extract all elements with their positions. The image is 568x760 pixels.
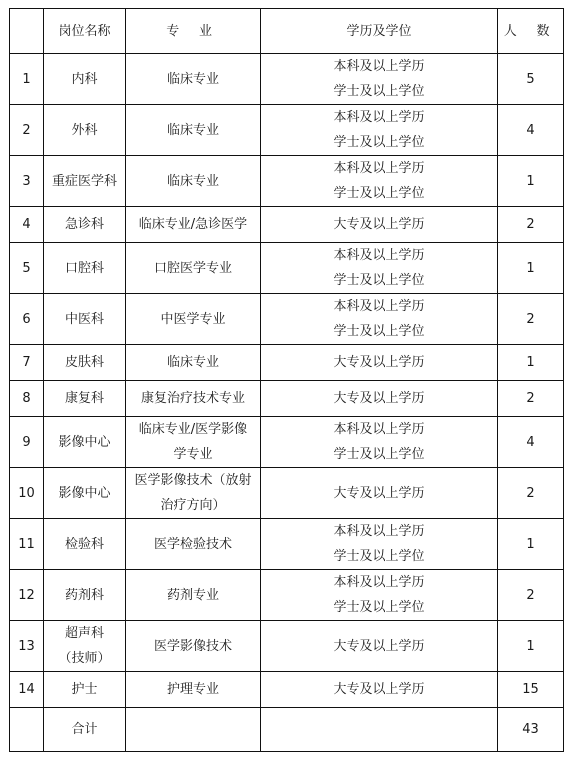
count-cell: 2 <box>498 381 564 417</box>
row-number: 2 <box>10 105 44 156</box>
row-number: 7 <box>10 345 44 381</box>
degree-cell <box>261 54 498 105</box>
row-number: 5 <box>10 243 44 294</box>
major-cell <box>126 519 261 570</box>
position-cell <box>44 621 126 672</box>
major-cell <box>126 156 261 207</box>
position-cell <box>44 417 126 468</box>
position-cell-line: 皮肤科 <box>64 355 104 370</box>
degree-cell-line: 学士及以上学位 <box>333 186 425 201</box>
row-number: 12 <box>10 570 44 621</box>
position-cell-line: 康复科 <box>64 391 104 406</box>
degree-cell <box>261 468 498 519</box>
degree-cell <box>261 621 498 672</box>
major-cell-line: 中医学专业 <box>160 311 226 327</box>
degree-cell <box>261 672 498 708</box>
major-cell-line: 临床专业 <box>166 355 219 370</box>
major-cell <box>126 672 261 708</box>
position-cell-line: 急诊科 <box>64 217 104 232</box>
major-cell-line: 医学影像技术（放射 <box>134 473 252 488</box>
major-cell-line: 临床专业 <box>166 173 219 189</box>
position-cell <box>44 54 126 105</box>
major-cell <box>126 294 261 345</box>
count-cell: 2 <box>498 468 564 519</box>
degree-cell <box>261 570 498 621</box>
major-cell-line: 临床专业 <box>166 122 219 138</box>
degree-cell <box>261 294 498 345</box>
total-label: 合计 <box>44 708 126 752</box>
degree-cell <box>261 105 498 156</box>
position-cell <box>44 243 126 294</box>
degree-cell-line: 本科及以上学历 <box>333 575 425 590</box>
count-cell: 15 <box>498 672 564 708</box>
position-cell-line: 超声科 <box>64 626 104 641</box>
position-cell-line: 药剂科 <box>64 587 104 603</box>
degree-cell <box>261 519 498 570</box>
total-no-cell <box>10 708 44 752</box>
row-number: 4 <box>10 207 44 243</box>
row-number: 9 <box>10 417 44 468</box>
table-row <box>10 105 564 156</box>
major-cell <box>126 243 261 294</box>
table-row <box>10 207 564 243</box>
header-major: 专 业 <box>126 9 261 54</box>
position-cell-line: 口腔科 <box>64 260 104 276</box>
major-cell-line: 临床专业/医学影像 <box>138 422 248 437</box>
row-number: 14 <box>10 672 44 708</box>
degree-cell-line: 大专及以上学历 <box>333 355 425 370</box>
degree-cell <box>261 243 498 294</box>
row-number: 6 <box>10 294 44 345</box>
table-body <box>10 54 564 708</box>
position-cell <box>44 207 126 243</box>
degree-cell-line: 学士及以上学位 <box>333 600 425 615</box>
degree-cell <box>261 156 498 207</box>
row-number: 10 <box>10 468 44 519</box>
major-cell-line: 治疗方向） <box>160 498 226 513</box>
degree-cell <box>261 345 498 381</box>
table-row <box>10 570 564 621</box>
degree-cell <box>261 381 498 417</box>
position-cell-line: （技师） <box>58 651 111 666</box>
position-cell-line: 影像中心 <box>58 485 111 501</box>
table-row <box>10 621 564 672</box>
degree-cell-line: 学士及以上学位 <box>333 135 425 150</box>
count-cell: 1 <box>498 243 564 294</box>
table-row <box>10 294 564 345</box>
table-row <box>10 243 564 294</box>
position-cell <box>44 105 126 156</box>
major-cell-line: 医学影像技术 <box>153 638 232 654</box>
position-cell-line: 影像中心 <box>58 434 111 450</box>
position-cell-line: 外科 <box>71 122 98 138</box>
position-cell <box>44 345 126 381</box>
degree-cell-line: 学士及以上学位 <box>333 324 425 339</box>
count-cell: 2 <box>498 570 564 621</box>
row-number: 13 <box>10 621 44 672</box>
degree-cell <box>261 207 498 243</box>
degree-cell-line: 本科及以上学历 <box>333 248 425 263</box>
total-major-cell <box>126 708 261 752</box>
position-cell-line: 中医科 <box>64 311 104 327</box>
table-row <box>10 468 564 519</box>
position-cell-line: 护士 <box>71 682 98 697</box>
major-cell <box>126 207 261 243</box>
major-cell-line: 医学检验技术 <box>153 536 232 552</box>
degree-cell-line: 学士及以上学位 <box>333 273 425 288</box>
major-cell <box>126 570 261 621</box>
table-row <box>10 672 564 708</box>
count-cell: 1 <box>498 519 564 570</box>
total-degree-cell <box>261 708 498 752</box>
total-count: 43 <box>498 708 564 752</box>
degree-cell-line: 学士及以上学位 <box>333 549 425 564</box>
row-number: 1 <box>10 54 44 105</box>
table-row <box>10 519 564 570</box>
row-number: 8 <box>10 381 44 417</box>
table-header-row <box>10 9 564 54</box>
row-number: 3 <box>10 156 44 207</box>
position-cell <box>44 672 126 708</box>
recruitment-table <box>9 8 564 752</box>
major-cell <box>126 417 261 468</box>
degree-cell-line: 本科及以上学历 <box>333 59 425 74</box>
table-row <box>10 54 564 105</box>
table-row <box>10 345 564 381</box>
major-cell <box>126 468 261 519</box>
header-count: 人 数 <box>498 9 564 54</box>
header-degree: 学历及学位 <box>261 9 498 54</box>
degree-cell <box>261 417 498 468</box>
count-cell: 1 <box>498 621 564 672</box>
position-cell <box>44 156 126 207</box>
header-position: 岗位名称 <box>44 9 126 54</box>
position-cell <box>44 570 126 621</box>
position-cell-line: 检验科 <box>64 536 104 552</box>
position-cell-line: 重症医学科 <box>51 173 117 189</box>
degree-cell-line: 大专及以上学历 <box>333 682 425 697</box>
major-cell-line: 临床专业/急诊医学 <box>138 217 248 232</box>
count-cell: 4 <box>498 417 564 468</box>
degree-cell-line: 学士及以上学位 <box>333 84 425 99</box>
count-cell: 2 <box>498 294 564 345</box>
degree-cell-line: 学士及以上学位 <box>333 447 425 462</box>
degree-cell-line: 大专及以上学历 <box>333 217 425 232</box>
degree-cell-line: 大专及以上学历 <box>333 485 425 501</box>
major-cell <box>126 54 261 105</box>
table-row <box>10 417 564 468</box>
major-cell-line: 康复治疗技术专业 <box>140 391 245 406</box>
degree-cell-line: 本科及以上学历 <box>333 524 425 539</box>
count-cell: 1 <box>498 156 564 207</box>
total-row <box>10 708 564 752</box>
degree-cell-line: 大专及以上学历 <box>333 638 425 654</box>
table-row <box>10 381 564 417</box>
count-cell: 4 <box>498 105 564 156</box>
row-number: 11 <box>10 519 44 570</box>
position-cell <box>44 519 126 570</box>
position-cell <box>44 468 126 519</box>
major-cell-line: 临床专业 <box>166 71 219 87</box>
degree-cell-line: 本科及以上学历 <box>333 161 425 176</box>
major-cell <box>126 621 261 672</box>
count-cell: 2 <box>498 207 564 243</box>
position-cell <box>44 294 126 345</box>
major-cell-line: 护理专业 <box>166 682 219 697</box>
major-cell <box>126 381 261 417</box>
degree-cell-line: 本科及以上学历 <box>333 422 425 437</box>
table-row <box>10 156 564 207</box>
count-cell: 1 <box>498 345 564 381</box>
major-cell-line: 口腔医学专业 <box>153 260 232 276</box>
degree-cell-line: 本科及以上学历 <box>333 299 425 314</box>
header-no <box>10 9 44 54</box>
position-cell <box>44 381 126 417</box>
major-cell <box>126 105 261 156</box>
position-cell-line: 内科 <box>71 71 98 87</box>
major-cell <box>126 345 261 381</box>
degree-cell-line: 本科及以上学历 <box>333 110 425 125</box>
degree-cell-line: 大专及以上学历 <box>333 391 425 406</box>
major-cell-line: 学专业 <box>173 447 213 462</box>
major-cell-line: 药剂专业 <box>166 587 219 603</box>
count-cell: 5 <box>498 54 564 105</box>
